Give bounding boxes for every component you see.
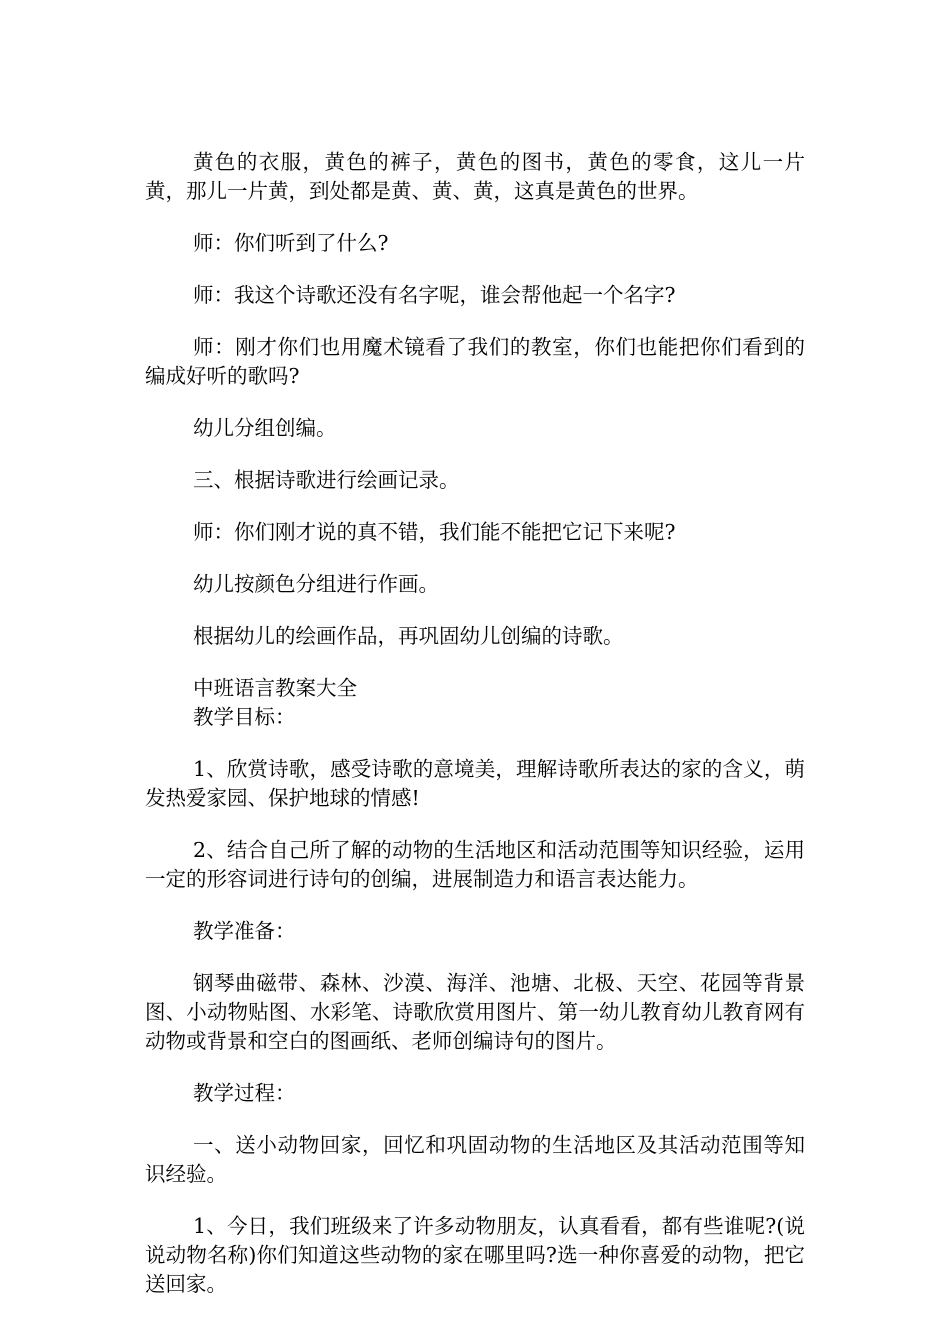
paragraph-teacher-question-magic-mirror: 师：刚才你们也用魔术镜看了我们的教室，你们也能把你们看到的编成好听的歌吗? <box>145 335 805 388</box>
heading-teaching-process: 教学过程： <box>193 1081 296 1105</box>
process-substep-1: 1、今日，我们班级来了许多动物朋友，认真看看，都有些谁呢?(说说动物名称)你们知道这些动物的家在哪里吗?选一种你喜爱的动物，把它送回家。 <box>145 1214 805 1296</box>
paragraph-yellow-world: 黄色的衣服，黄色的裤子，黄色的图书，黄色的零食，这儿一片黄，那儿一片黄，到处都是黄、黄、黄，这真是黄色的世界。 <box>145 150 805 203</box>
paragraph-consolidate: 根据幼儿的绘画作品，再巩固幼儿创编的诗歌。 <box>193 624 624 648</box>
paragraph-materials: 钢琴曲磁带、森林、沙漠、海洋、池塘、北极、天空、花园等背景图、小动物贴图、水彩笔、诗歌欣赏用图片、第一幼儿教育幼儿教育网有动物或背景和空白的图画纸、老师创编诗句的图片。 <box>145 971 805 1053</box>
paragraph-group-creation: 幼儿分组创编。 <box>193 416 337 440</box>
document-page <box>145 148 805 1299</box>
paragraph-teacher-question-name: 师：我这个诗歌还没有名字呢，谁会帮他起一个名字? <box>193 283 676 307</box>
process-step-1: 一、送小动物回家，回忆和巩固动物的生活地区及其活动范围等知识经验。 <box>145 1133 805 1186</box>
paragraph-teacher-question-heard: 师：你们听到了什么? <box>193 231 389 255</box>
paragraph-teacher-record: 师：你们刚才说的真不错，我们能不能把它记下来呢? <box>193 520 676 544</box>
goal-item-1: 1、欣赏诗歌，感受诗歌的意境美，理解诗歌所表达的家的含义，萌发热爱家园、保护地球的情感! <box>145 757 805 810</box>
paragraph-color-groups: 幼儿按颜色分组进行作画。 <box>193 572 439 596</box>
section-heading-drawing: 三、根据诗歌进行绘画记录。 <box>193 468 460 492</box>
goal-item-2: 2、结合自己所了解的动物的生活地区和活动范围等知识经验，运用一定的形容词进行诗句的创编，进展制造力和语言表达能力。 <box>145 838 805 891</box>
document-title: 中班语言教案大全 <box>193 676 357 700</box>
heading-teaching-preparation: 教学准备： <box>193 919 296 943</box>
heading-teaching-goals: 教学目标： <box>193 705 296 729</box>
